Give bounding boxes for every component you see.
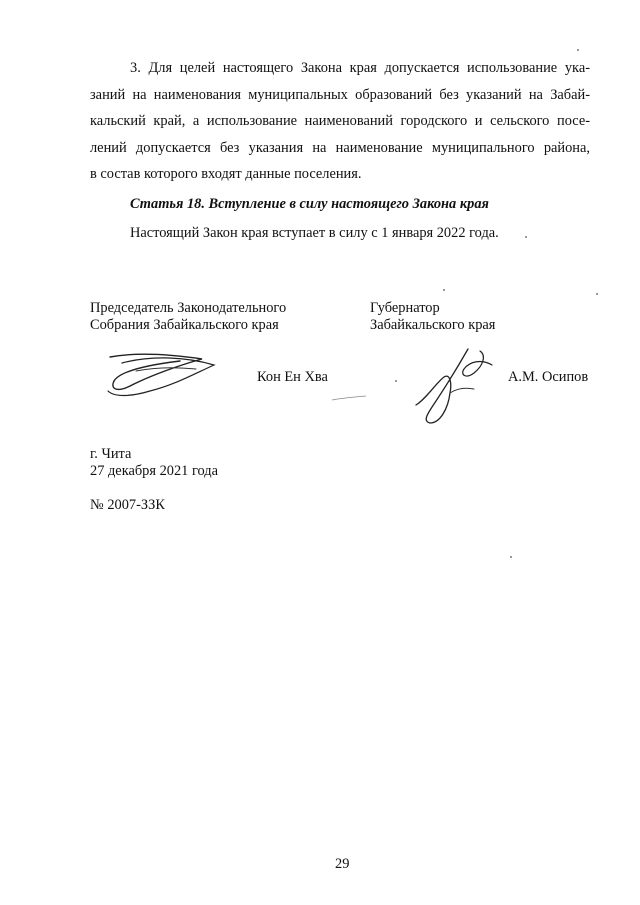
right-signatory-name: А.М. Осипов bbox=[508, 369, 589, 385]
left-signatory-title-2: Собрания Забайкальского края bbox=[90, 317, 279, 333]
paragraph-3-line-5: в состав которого входят данные поселения. bbox=[90, 166, 362, 182]
city: г. Чита bbox=[90, 446, 132, 462]
law-number: № 2007-ЗЗК bbox=[90, 497, 165, 513]
date: 27 декабря 2021 года bbox=[90, 463, 219, 479]
left-signatory-title-1: Председатель Законодательного bbox=[90, 300, 287, 316]
scan-speck bbox=[596, 293, 598, 295]
paragraph-3-line-1: 3. Для целей настоящего Закона края допускается использование ука- bbox=[130, 60, 590, 76]
paragraph-3-line-2: заний на наименования муниципальных образований без указаний на Забай- bbox=[90, 86, 590, 103]
article-heading: Статья 18. Вступление в силу настоящего Закона края bbox=[130, 196, 489, 212]
page-number: 29 bbox=[335, 856, 350, 872]
scan-mark bbox=[330, 394, 370, 402]
right-signatory-title-1: Губернатор bbox=[370, 300, 440, 316]
left-signature bbox=[92, 345, 222, 405]
paragraph-3 bbox=[90, 55, 590, 188]
scan-speck bbox=[525, 236, 527, 238]
right-signatory-title-2: Забайкальского края bbox=[370, 317, 496, 333]
scan-speck bbox=[443, 289, 445, 291]
right-signature bbox=[400, 343, 500, 428]
paragraph-3-line-4: лений допускается без указания на наименование муниципального района, bbox=[90, 139, 590, 156]
paragraph-3-line-3: кальский край, а использование наименований городского и сельского посе- bbox=[90, 113, 590, 129]
scan-speck bbox=[395, 380, 397, 382]
left-signatory-name: Кон Ен Хва bbox=[257, 369, 328, 385]
scan-speck bbox=[510, 556, 512, 558]
scan-speck bbox=[577, 49, 579, 51]
article-text: Настоящий Закон края вступает в силу с 1 января 2022 года. bbox=[130, 225, 499, 241]
